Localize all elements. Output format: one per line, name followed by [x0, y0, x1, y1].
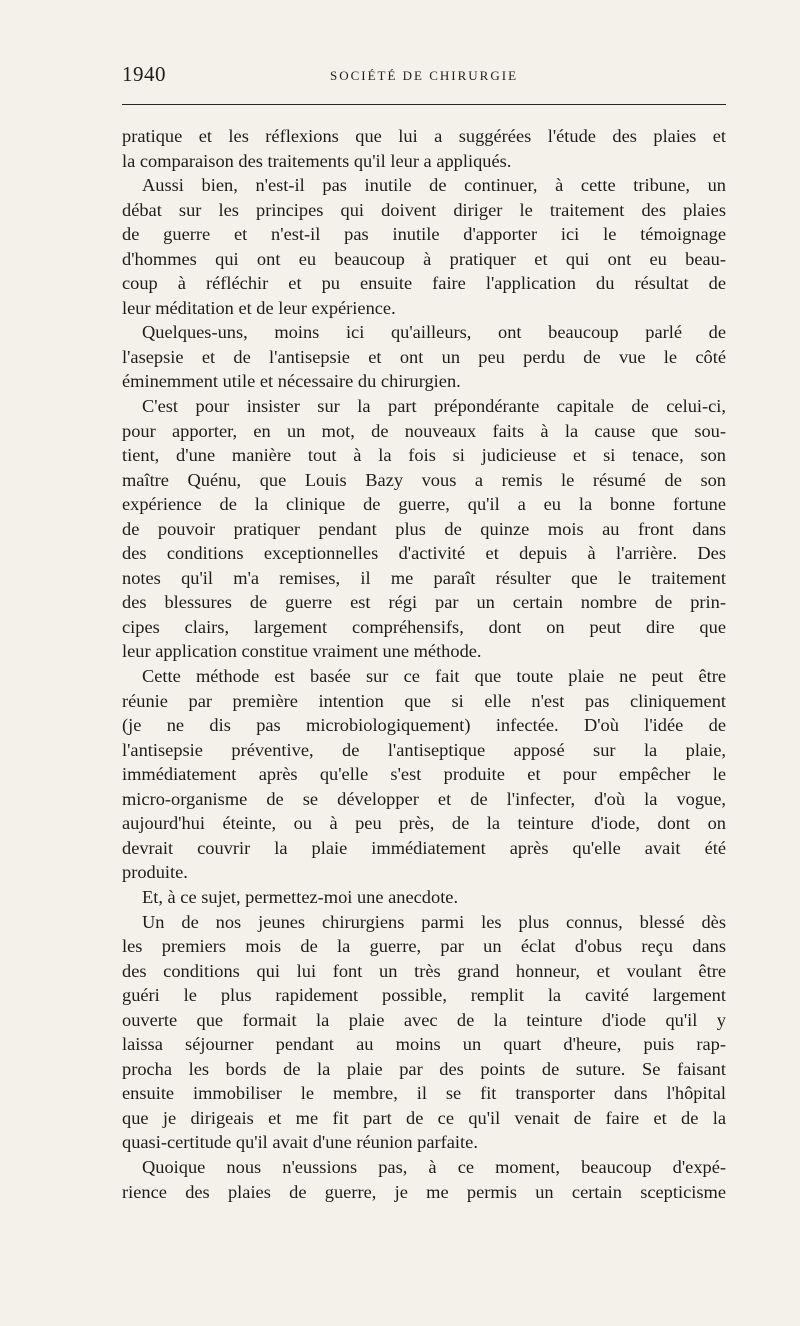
header-rule — [122, 104, 726, 105]
text-line: cipes clairs, largement compréhensifs, dont on peut dire que — [122, 616, 726, 637]
text-line: des blessures de guerre est régi par un certain nombre de prin- — [122, 592, 726, 613]
text-line: coup à réfléchir et pu ensuite faire l'application du résultat de — [122, 273, 726, 294]
text-line: expérience de la clinique de guerre, qu'il a eu la bonne fortune — [122, 494, 726, 515]
text-line: immédiatement après qu'elle s'est produite et pour empêcher le — [122, 764, 726, 785]
text-line: procha les bords de la plaie par des points de suture. Se faisant — [122, 1058, 726, 1079]
text-line: les premiers mois de la guerre, par un éclat d'obus reçu dans — [122, 936, 726, 957]
text-line: C'est pour insister sur la part prépondérante capitale de celui-ci, — [142, 396, 726, 417]
text-line: Quelques-uns, moins ici qu'ailleurs, ont beaucoup parlé de — [142, 322, 726, 343]
text-line: maître Quénu, que Louis Bazy vous a remis le résumé de son — [122, 469, 726, 490]
text-line: des conditions exceptionnelles d'activité et depuis à l'arrière. Des — [122, 543, 726, 564]
text-line: d'hommes qui ont eu beaucoup à pratiquer et qui ont eu beau- — [122, 248, 726, 269]
text-line: ensuite immobiliser le membre, il se fit transporter dans l'hôpital — [122, 1083, 726, 1104]
text-line: notes qu'il m'a remises, il me paraît résulter que le traitement — [122, 567, 726, 588]
page-number: 1940 — [122, 62, 166, 86]
text-line: réunie par première intention que si elle n'est pas cliniquement — [122, 690, 726, 711]
body-text — [122, 124, 726, 1204]
text-line: Cette méthode est basée sur ce fait que toute plaie ne peut être — [142, 666, 726, 687]
text-line: Quoique nous n'eussions pas, à ce moment, beaucoup d'expé- — [142, 1156, 726, 1177]
text-line: Et, à ce sujet, permettez-moi une anecdote. — [142, 886, 459, 907]
text-line: débat sur les principes qui doivent diriger le traitement des plaies — [122, 199, 726, 220]
text-line: Un de nos jeunes chirurgiens parmi les plus connus, blessé dès — [142, 911, 726, 932]
text-line: quasi-certitude qu'il avait d'une réunion parfaite. — [122, 1132, 478, 1153]
text-line: ouverte que formait la plaie avec de la teinture d'iode qu'il y — [122, 1009, 726, 1030]
text-line: laissa séjourner pendant au moins un quart d'heure, puis rap- — [122, 1034, 726, 1055]
text-line: des conditions qui lui font un très grand honneur, et voulant être — [122, 960, 726, 981]
text-line: de guerre et n'est-il pas inutile d'apporter ici le témoignage — [122, 224, 726, 245]
text-line: Aussi bien, n'est-il pas inutile de continuer, à cette tribune, un — [142, 175, 726, 196]
text-line: guéri le plus rapidement possible, remplit la cavité largement — [122, 985, 726, 1006]
text-line: pratique et les réflexions que lui a suggérées l'étude des plaies et — [122, 126, 726, 146]
text-line: la comparaison des traitements qu'il leur a appliqués. — [122, 150, 512, 171]
text-line: rience des plaies de guerre, je me permis un certain scepticisme — [122, 1181, 726, 1202]
text-line: l'antisepsie préventive, de l'antiseptique apposé sur la plaie, — [122, 739, 726, 760]
text-line: éminemment utile et nécessaire du chirurgien. — [122, 371, 461, 392]
text-line: l'asepsie et de l'antisepsie et ont un peu perdu de vue le côté — [122, 346, 726, 367]
text-line: (je ne dis pas microbiologiquement) infectée. D'où l'idée de — [122, 715, 726, 736]
text-line: que je dirigeais et me fit part de ce qu'il venait de faire et de la — [122, 1107, 726, 1128]
text-line: leur méditation et de leur expérience. — [122, 297, 396, 318]
text-line: de pouvoir pratiquer pendant plus de quinze mois au front dans — [122, 518, 726, 539]
text-line: micro-organisme de se développer et de l'infecter, d'où la vogue, — [122, 788, 726, 809]
text-line: aujourd'hui éteinte, ou à peu près, de la teinture d'iode, dont on — [122, 813, 726, 834]
running-title: SOCIÉTÉ DE CHIRURGIE — [329, 68, 519, 83]
page-header — [122, 62, 726, 94]
text-line: produite. — [122, 862, 188, 883]
text-line: devrait couvrir la plaie immédiatement après qu'elle avait été — [122, 837, 726, 858]
text-line: leur application constitue vraiment une méthode. — [122, 641, 482, 662]
text-line: pour apporter, en un mot, de nouveaux faits à la cause que sou- — [122, 420, 726, 441]
text-line: tient, d'une manière tout à la fois si judicieuse et si tenace, son — [122, 445, 726, 466]
